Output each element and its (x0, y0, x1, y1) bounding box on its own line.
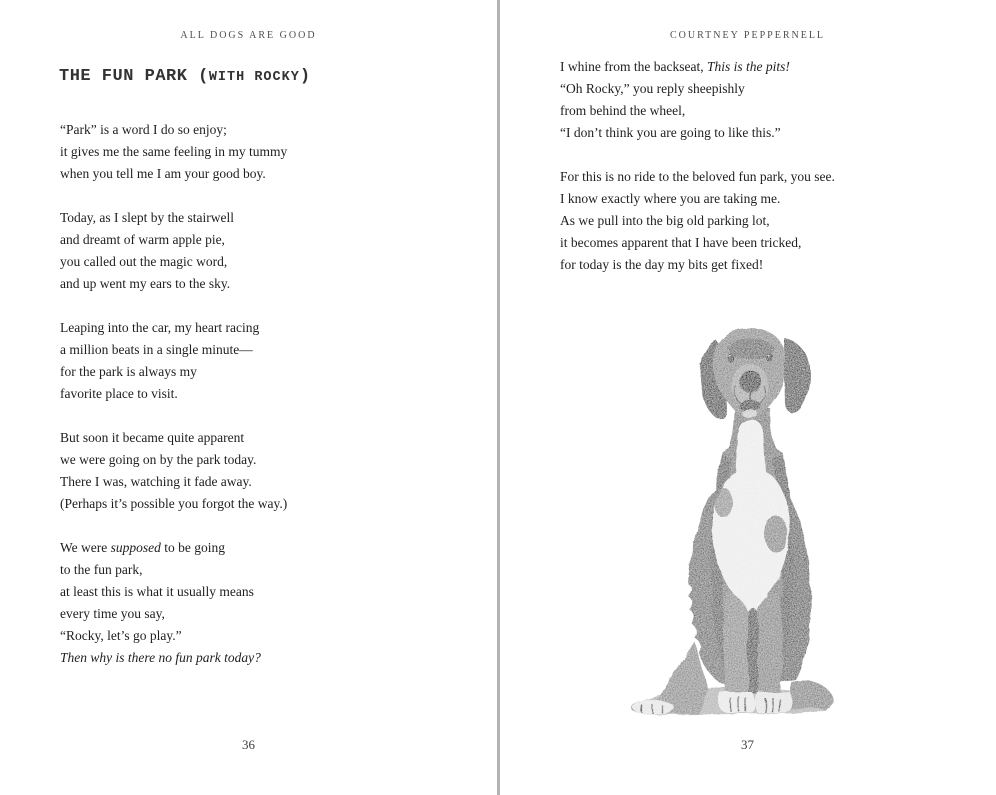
stanza (60, 119, 470, 185)
dog-figure (631, 328, 833, 715)
stanza (60, 317, 470, 405)
poem-line: For this is no ride to the beloved fun park, you see. (560, 169, 835, 184)
poem-line: “Park” is a word I do so enjoy; (60, 122, 227, 137)
poem-title-main: THE FUN PARK ( (59, 67, 209, 86)
poem-line: from behind the wheel, (560, 103, 686, 118)
poem-line: “Oh Rocky,” you reply sheepishly (560, 81, 745, 96)
poem-line: it becomes apparent that I have been tricked, (560, 235, 802, 250)
poem-line: and dreamt of warm apple pie, (60, 232, 225, 247)
page-number-right: 37 (741, 737, 754, 752)
dog-illustration (600, 312, 900, 724)
poem-right-column (560, 56, 980, 298)
sitting-dog-sketch-svg (600, 312, 900, 724)
poem-line: As we pull into the big old parking lot, (560, 213, 770, 228)
poem-line: We were supposed to be going (60, 540, 226, 555)
poem-line: I know exactly where you are taking me. (560, 191, 781, 206)
poem-title-small: WITH ROCKY (208, 70, 300, 85)
poem-title (59, 67, 311, 86)
poem-line: a million beats in a single minute— (60, 342, 253, 357)
poem-line: at least this is what it usually means (60, 584, 254, 599)
stanza (60, 537, 470, 669)
poem-line: But soon it became quite apparent (60, 430, 245, 445)
page-right (499, 0, 996, 795)
poem-title-end: ) (299, 67, 311, 86)
stanza (60, 207, 470, 295)
stanza (60, 427, 470, 515)
poem-line: for the park is always my (60, 364, 197, 379)
page-left (0, 0, 497, 795)
poem-line: it gives me the same feeling in my tummy (60, 144, 288, 159)
stanza (560, 166, 980, 276)
poem-line: There I was, watching it fade away. (60, 474, 252, 489)
poem-line: to the fun park, (60, 562, 143, 577)
poem-line: when you tell me I am your good boy. (60, 166, 266, 181)
poem-line: Today, as I slept by the stairwell (60, 210, 235, 225)
poem-line: and up went my ears to the sky. (60, 276, 231, 291)
poem-line: favorite place to visit. (60, 386, 178, 401)
poem-left-column (60, 119, 470, 691)
poem-line: you called out the magic word, (60, 254, 228, 269)
poem-line: every time you say, (60, 606, 165, 621)
poem-line: (Perhaps it’s possible you forgot the way.) (60, 496, 288, 511)
poem-line: for today is the day my bits get fixed! (560, 257, 764, 272)
poem-line: “I don’t think you are going to like this.” (560, 125, 781, 140)
poem-line: “Rocky, let’s go play.” (60, 628, 182, 643)
poem-line: we were going on by the park today. (60, 452, 257, 467)
running-head-left: ALL DOGS ARE GOOD (180, 30, 317, 41)
stanza (560, 56, 980, 144)
page-number-left: 36 (242, 737, 255, 752)
running-head-right: COURTNEY PEPPERNELL (669, 30, 826, 41)
poem-line: Then why is there no fun park today? (60, 650, 261, 665)
poem-line: I whine from the backseat, This is the pits! (560, 59, 790, 74)
poem-line: Leaping into the car, my heart racing (60, 320, 260, 335)
